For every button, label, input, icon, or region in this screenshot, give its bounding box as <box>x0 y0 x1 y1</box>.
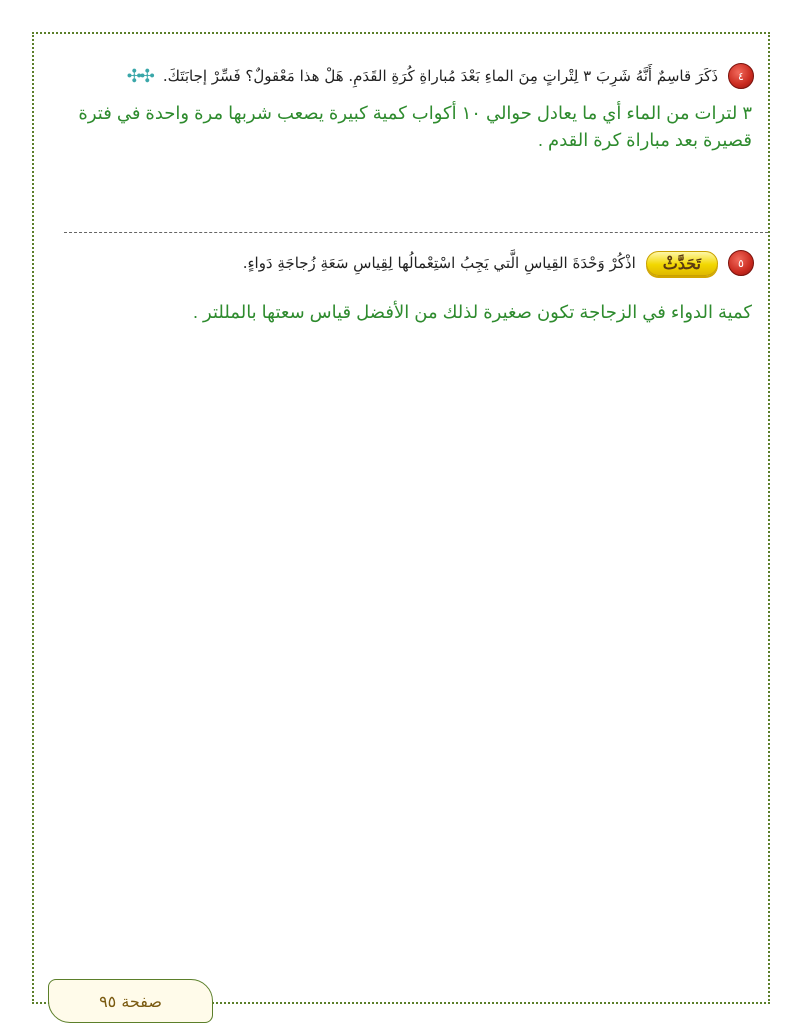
question-number-badge: ٤ <box>728 63 754 89</box>
sparkle-icon: ✣✣ <box>126 65 153 87</box>
question-text: ذَكَرَ قاسِمٌ أَنَّهُ شَرِبَ ٣ لِتْراتٍ مِنَ الماءِ بَعْدَ مُباراةِ كُرَةِ القَدَمِ. هَلْ هذا مَعْقولٌ؟ فَسِّرْ إجابَتَكَ. <box>162 67 718 85</box>
talk-badge: تَحَدَّثْ <box>646 251 718 276</box>
question-text: اذْكُرْ وَحْدَةَ القِياسِ الَّتي يَجِبُ اسْتِعْمالُها لِقِياسِ سَعَةِ زُجاجَةِ دَواءٍ. <box>242 254 636 272</box>
section-divider <box>64 232 768 233</box>
page-frame <box>32 32 770 1004</box>
question-5 <box>48 250 754 276</box>
page-number-label: صفحة ٩٥ <box>48 979 213 1023</box>
question-number-badge: ٥ <box>728 250 754 276</box>
answer-text: ٣ لترات من الماء أي ما يعادل حوالي ١٠ أكواب كمية كبيرة يصعب شربها مرة واحدة في فترة قصيرة بعد مباراة كرة القدم . <box>78 103 752 150</box>
answer-text: كمية الدواء في الزجاجة تكون صغيرة لذلك من الأفضل قياس سعتها بالمللتر . <box>193 302 752 322</box>
question-4 <box>48 63 754 89</box>
